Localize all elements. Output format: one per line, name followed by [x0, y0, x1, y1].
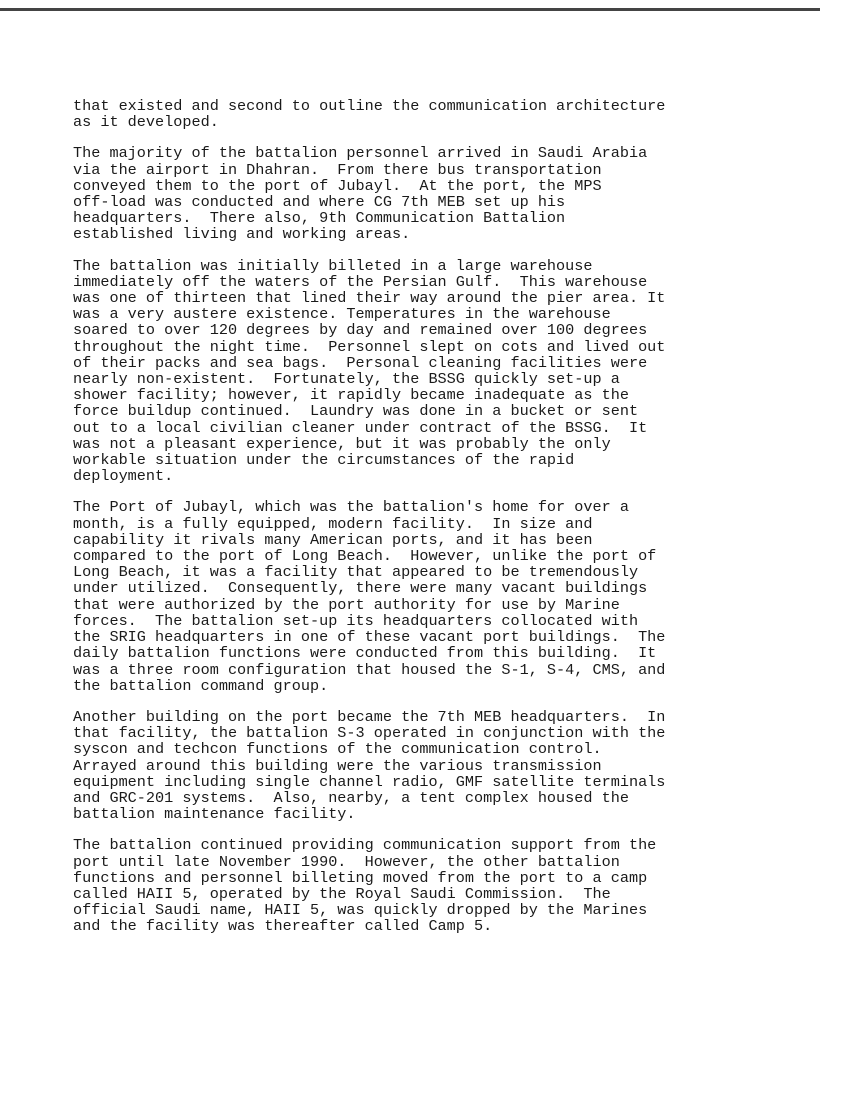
- text-line: the battalion command group.: [73, 676, 329, 695]
- text-line: workable situation under the circumstances of the rapid: [73, 451, 575, 470]
- text-line: out to a local civilian cleaner under contract of the BSSG. It: [73, 418, 648, 437]
- paragraph-1: [73, 98, 773, 130]
- text-line: was a three room configuration that housed the S-1, S-4, CMS, and: [73, 660, 666, 679]
- text-line: was one of thirteen that lined their way around the pier area. It: [73, 289, 666, 308]
- text-line: force buildup continued. Laundry was done in a bucket or sent: [73, 402, 639, 421]
- text-line: called HAII 5, operated by the Royal Saudi Commission. The: [73, 884, 611, 903]
- text-line: that existed and second to outline the communication architecture: [73, 97, 666, 115]
- text-line: soared to over 120 degrees by day and remained over 100 degrees: [73, 321, 648, 340]
- text-line: daily battalion functions were conducted from this building. It: [73, 644, 657, 663]
- text-line: syscon and techcon functions of the communication control.: [73, 740, 602, 759]
- paragraph-6: [73, 837, 773, 934]
- text-line: The battalion continued providing communication support from the: [73, 836, 657, 855]
- text-line: deployment.: [73, 467, 174, 486]
- paragraph-5: [73, 709, 773, 822]
- text-line: shower facility; however, it rapidly became inadequate as the: [73, 386, 629, 405]
- text-line: forces. The battalion set-up its headquarters collocated with: [73, 611, 639, 630]
- paragraph-3: [73, 258, 773, 485]
- paragraph-4: [73, 499, 773, 693]
- text-line: capability it rivals many American ports, and it has been: [73, 530, 593, 549]
- text-line: established living and working areas.: [73, 225, 411, 244]
- text-line: as it developed.: [73, 113, 219, 132]
- text-line: Another building on the port became the 7th MEB headquarters. In: [73, 707, 666, 726]
- text-line: compared to the port of Long Beach. However, unlike the port of: [73, 547, 657, 566]
- text-line: The majority of the battalion personnel arrived in Saudi Arabia: [73, 144, 648, 163]
- text-line: The battalion was initially billeted in a large warehouse: [73, 256, 593, 275]
- text-line: that facility, the battalion S-3 operated in conjunction with the: [73, 724, 666, 743]
- text-line: The Port of Jubayl, which was the battalion's home for over a: [73, 498, 629, 517]
- text-line: that were authorized by the port authority for use by Marine: [73, 595, 620, 614]
- text-line: immediately off the waters of the Persian Gulf. This warehouse: [73, 272, 648, 291]
- top-border-rule: [0, 8, 820, 11]
- text-line: functions and personnel billeting moved from the port to a camp: [73, 868, 648, 887]
- text-line: was not a pleasant experience, but it was probably the only: [73, 434, 611, 453]
- text-line: the SRIG headquarters in one of these vacant port buildings. The: [73, 628, 666, 647]
- text-line: month, is a fully equipped, modern facility. In size and: [73, 514, 593, 533]
- text-line: throughout the night time. Personnel slept on cots and lived out: [73, 337, 666, 356]
- text-line: was a very austere existence. Temperatures in the warehouse: [73, 305, 611, 324]
- text-line: via the airport in Dhahran. From there bus transportation: [73, 160, 602, 179]
- text-line: Long Beach, it was a facility that appeared to be tremendously: [73, 563, 639, 582]
- text-line: off-load was conducted and where CG 7th MEB set up his: [73, 193, 566, 212]
- text-line: battalion maintenance facility.: [73, 805, 356, 824]
- text-line: and the facility was thereafter called Camp 5.: [73, 917, 493, 936]
- text-line: and GRC-201 systems. Also, nearby, a tent complex housed the: [73, 788, 629, 807]
- text-line: port until late November 1990. However, the other battalion: [73, 852, 620, 871]
- text-line: equipment including single channel radio, GMF satellite terminals: [73, 772, 666, 791]
- text-line: of their packs and sea bags. Personal cleaning facilities were: [73, 353, 648, 372]
- text-line: official Saudi name, HAII 5, was quickly dropped by the Marines: [73, 901, 648, 920]
- text-line: nearly non-existent. Fortunately, the BSSG quickly set-up a: [73, 370, 620, 389]
- text-line: under utilized. Consequently, there were many vacant buildings: [73, 579, 648, 598]
- document-page: [73, 98, 773, 950]
- text-line: conveyed them to the port of Jubayl. At the port, the MPS: [73, 176, 602, 195]
- text-line: headquarters. There also, 9th Communication Battalion: [73, 209, 566, 228]
- text-line: Arrayed around this building were the various transmission: [73, 756, 602, 775]
- paragraph-2: [73, 145, 773, 242]
